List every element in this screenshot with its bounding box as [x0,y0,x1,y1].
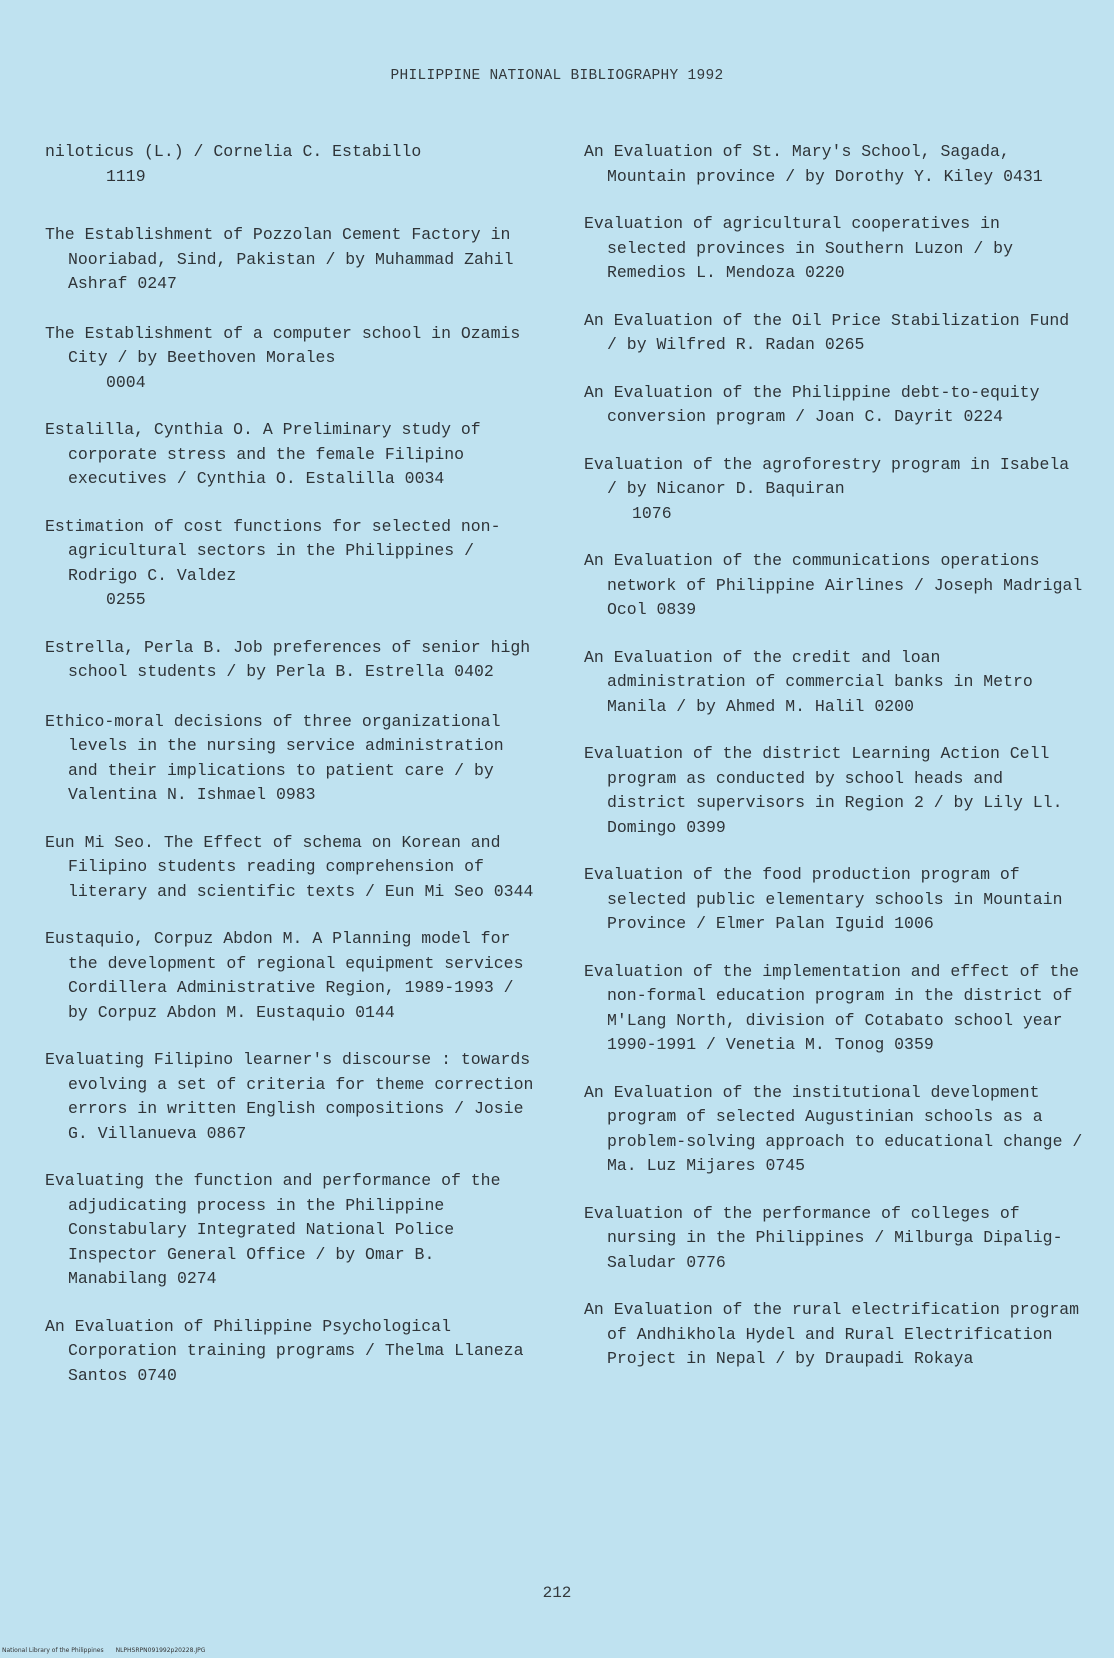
entry-number: 0776 [686,1252,726,1272]
entry-number: 0867 [206,1123,247,1143]
entry-text: An Evaluation of the credit and loan administration of commercial banks in Metro Manila / by Ahmed M. Halil [584,647,1033,716]
bibliography-entry [45,223,540,297]
entry-number: 0839 [656,600,697,619]
image-code: NLPHSRPN091992p20228.JPG [115,1647,206,1654]
entry-text: Estimation of cost functions for selected non-agricultural sectors in the Philippines / Rodrigo C. Valdez [45,516,501,585]
entry-text: Estrella, Perla B. Job preferences of senior high school students / by Perla B. Estrella [45,637,531,681]
entry-text: An Evaluation of the institutional development program of selected Augustinian schools as a problem-solving approach to educational change / Ma. Luz Mijares [584,1082,1083,1175]
entry-text: An Evaluation of the Oil Price Stabilization Fund / by Wilfred R. Radan [584,310,1070,354]
entry-text: An Evaluation of the Philippine debt-to-equity conversion program / Joan C. Dayrit [584,382,1040,426]
bibliography-entry [584,309,1084,358]
bibliography-entry [45,515,540,613]
entry-number: 0740 [137,1365,177,1385]
entry-text: An Evaluation of Philippine Psychological Corporation training programs / Thelma Llaneza Santos [45,1316,524,1385]
bibliography-entry [584,742,1084,840]
entry-text: The Establishment of Pozzolan Cement Factory in Nooriabad, Sind, Pakistan / by Muhammad Zahil Ashraf [45,225,514,293]
right-column [584,140,1084,1372]
bibliography-entry [45,710,540,808]
entry-text: Evaluation of the performance of colleges of nursing in the Philippines / Milburga Dipalig-Saludar [584,1203,1063,1272]
entry-number: 0983 [275,785,316,804]
library-credit: National Library of the Philippines [2,1647,104,1654]
entry-number: 0144 [355,1002,395,1022]
bibliography-entry [45,322,540,396]
bibliography-entry [584,1298,1084,1372]
bibliography-entry [584,863,1084,937]
entry-number: 0274 [176,1269,217,1288]
entry-text: Evaluation of the district Learning Action Cell program as conducted by school heads and district supervisors in Region 2 / by Lily Ll. Domingo [584,744,1063,837]
bibliography-entry [584,960,1084,1058]
entry-number: 0220 [805,263,845,282]
bibliography-entry [45,927,540,1025]
bibliography-entry [584,212,1084,286]
entry-text: Eustaquio, Corpuz Abdon M. A Planning model for the development of regional equipment services Cordillera Administrative Region, 1989-1993 / by Corpuz Abdon M. Eustaquio [45,929,524,1022]
entry-number: 1006 [894,914,934,933]
page-number: 212 [542,1584,572,1602]
entry-text: Evaluating Filipino learner's discourse : towards evolving a set of criteria for theme correction errors in written English compositions / Josie G. Villanueva [45,1050,534,1143]
entry-number: 0431 [1003,166,1043,186]
entry-number: 1119 [106,166,146,186]
bibliography-entry [45,831,540,905]
entry-text: Evaluation of the implementation and effect of the non-formal education program in the district of M'Lang North, division of Cotabato school year 1990-1991 / Venetia M. Tonog [584,961,1080,1054]
entry-text: Eun Mi Seo. The Effect of schema on Korean and Filipino students reading comprehension of literary and scientific texts / Eun Mi Seo [45,832,501,901]
scan-credit [2,1647,205,1654]
bibliography-entry [45,636,540,685]
entry-number: 1076 [632,503,672,523]
entry-text: Evaluation of the food production program of selected public elementary schools in Mountain Province / Elmer Palan Iguid [584,865,1063,933]
bibliography-entry [584,453,1084,527]
entry-text: Evaluation of agricultural cooperatives in selected provinces in Southern Luzon / by Remedios L. Mendoza [584,214,1013,282]
bibliography-entry [45,1169,540,1292]
entry-number: 0224 [963,407,1004,426]
bibliography-entry [45,1048,540,1146]
entry-number: 0399 [686,817,726,837]
bibliography-entry [45,1315,540,1389]
entry-number: 0745 [765,1156,806,1175]
entry-text: Evaluation of the agroforestry program in Isabela / by Nicanor D. Baquiran [584,454,1070,498]
bibliography-entry [584,1202,1084,1276]
entry-number: 0359 [894,1035,934,1054]
left-column [45,140,540,1388]
entry-text: An Evaluation of the communications operations network of Philippine Airlines / Joseph Madrigal Ocol [584,551,1083,619]
entry-text: niloticus (L.) / Cornelia C. Estabillo [45,142,422,161]
entry-text: An Evaluation of the rural electrification program of Andhikhola Hydel and Rural Electrification Project in Nepal / by Draupadi Rokaya [584,1300,1080,1368]
entry-number: 0004 [106,372,146,392]
entry-number: 0034 [404,469,445,488]
entry-number: 0247 [137,274,177,293]
entry-text: The Establishment of a computer school in Ozamis City / by Beethoven Morales [45,323,521,367]
running-header: PHILIPPINE NATIONAL BIBLIOGRAPHY 1992 [390,68,724,84]
bibliography-entry [584,1081,1084,1179]
entry-text: Estalilla, Cynthia O. A Preliminary study of corporate stress and the female Filipino executives / Cynthia O. Estalilla [45,420,481,488]
bibliography-entry [584,646,1084,720]
bibliography-entry [584,140,1084,189]
bibliography-entry [45,140,540,189]
entry-number: 0200 [874,696,914,716]
entry-text: Ethico-moral decisions of three organizational levels in the nursing service administration and their implications to patient care / by Valentina N. Ishmael [45,711,504,804]
entry-text: An Evaluation of St. Mary's School, Sagada, Mountain province / by Dorothy Y. Kiley [584,142,1010,186]
entry-number: 0265 [824,335,865,354]
entry-number: 0344 [493,881,534,901]
entry-number: 0255 [106,590,146,609]
entry-number: 0402 [454,662,494,681]
bibliography-entry [584,549,1084,623]
bibliography-entry [45,418,540,492]
entry-text: Evaluating the function and performance of the adjudicating process in the Philippine Constabulary Integrated National Police Inspector General Office / by Omar B. Manabilang [45,1171,501,1288]
bibliography-entry [584,381,1084,430]
